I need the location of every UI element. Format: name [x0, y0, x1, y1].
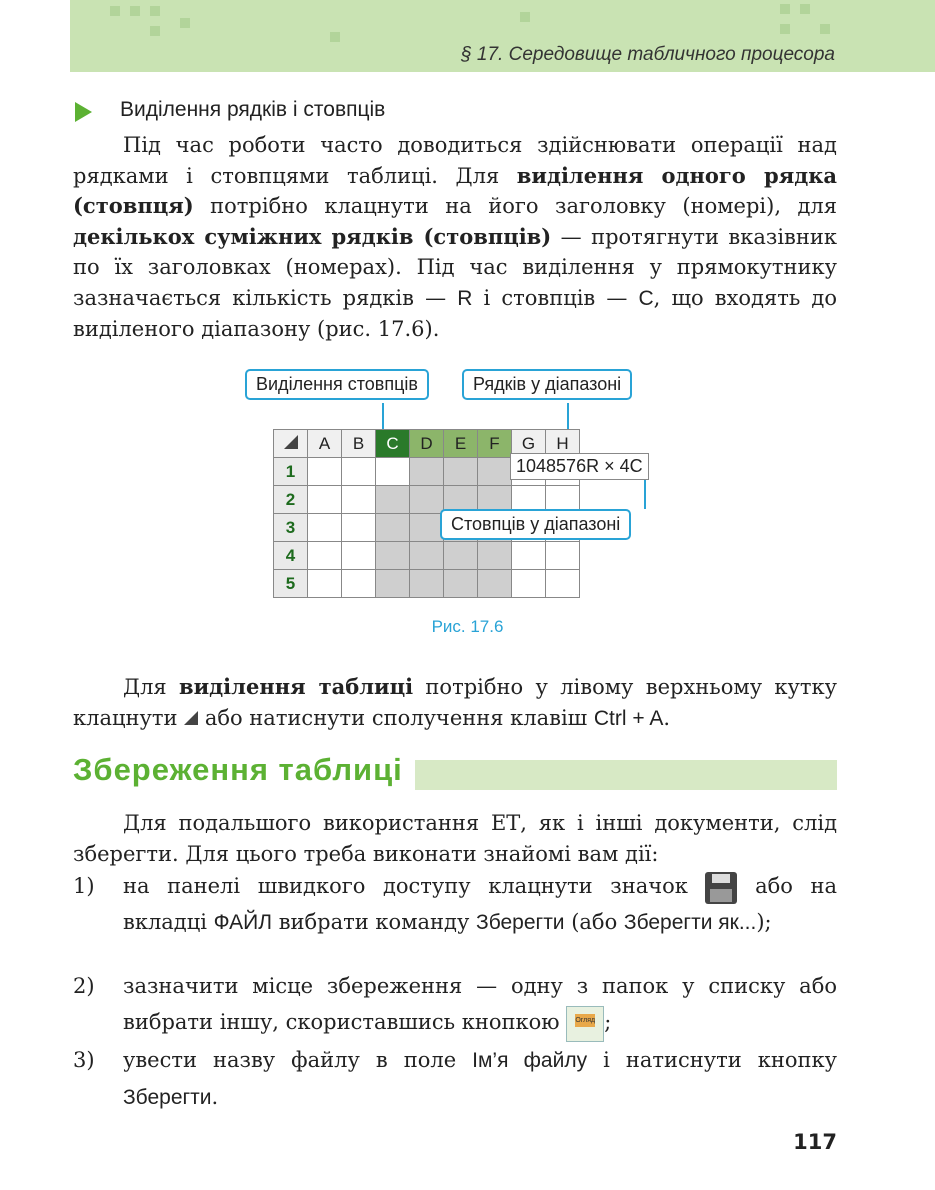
decor-square: [110, 6, 120, 16]
list-item: 2) зазначити місце збереження — одну з папок у списку або вибрати іншу, скориставшись кнопкою Огляд ;: [73, 968, 837, 1042]
cell[interactable]: [308, 486, 342, 514]
cell[interactable]: [376, 458, 410, 486]
decor-square: [180, 18, 190, 28]
select-all-icon: [284, 435, 298, 449]
cell[interactable]: [376, 514, 410, 542]
decor-square: [800, 4, 810, 14]
select-all-icon: [184, 711, 198, 725]
row-header[interactable]: 3: [274, 514, 308, 542]
decor-square: [780, 24, 790, 34]
figure-17-6: [240, 365, 680, 605]
cell[interactable]: [342, 542, 376, 570]
decor-square: [520, 12, 530, 22]
paragraph-3: Для подальшого використання ЕТ, як і інші документи, слід зберегти. Для цього треба виконати знайомі вам дії:: [73, 811, 837, 866]
cell[interactable]: [478, 570, 512, 598]
cell[interactable]: [546, 542, 580, 570]
cell[interactable]: [342, 458, 376, 486]
save-floppy-icon: [705, 872, 737, 904]
cell[interactable]: [444, 542, 478, 570]
cell[interactable]: [512, 542, 546, 570]
decor-square: [820, 24, 830, 34]
section-heading: Збереження таблиці: [73, 752, 403, 787]
select-all-corner[interactable]: [274, 430, 308, 458]
cell[interactable]: [376, 542, 410, 570]
decor-square: [150, 6, 160, 16]
callout-columns-in-range: Стовпців у діапазоні: [440, 509, 631, 540]
cell[interactable]: [444, 458, 478, 486]
decor-square: [150, 26, 160, 36]
column-header[interactable]: H: [546, 430, 580, 458]
decor-square: [130, 6, 140, 16]
column-header[interactable]: G: [512, 430, 546, 458]
decor-square: [330, 32, 340, 42]
row-header[interactable]: 2: [274, 486, 308, 514]
cell[interactable]: [308, 570, 342, 598]
paragraph-1: Під час роботи часто доводиться здійснювати операції над рядками і стовпцями таблиці. Для виділення одного рядка (стовпця) потрібно клацнути на його заголовку (номері), для декількох суміжних рядків (стовпців) — протягнути вказівник по їх заголовках (номерах). Під час виділення у прямокутнику зазначається кількість рядків — R і стовпців — C, що входять до виділеного діапазону (рис. 17.6).: [73, 133, 837, 341]
list-item: 1) на панелі швидкого доступу клацнути значок або на вкладці ФАЙЛ вибрати команду Зберегти (або Зберегти як...);: [73, 868, 837, 941]
callout-rows-in-range: Рядків у діапазоні: [462, 369, 632, 400]
bullet-triangle-icon: [75, 102, 92, 122]
page-number: 117: [793, 1130, 837, 1154]
cell[interactable]: [478, 458, 512, 486]
cell[interactable]: [546, 570, 580, 598]
column-header[interactable]: A: [308, 430, 342, 458]
cell[interactable]: [478, 542, 512, 570]
header-title: § 17. Середовище табличного процесора: [461, 44, 835, 65]
section-title: Виділення рядків і стовпців: [120, 98, 386, 121]
row-header[interactable]: 4: [274, 542, 308, 570]
cell[interactable]: [410, 458, 444, 486]
callout-select-columns: Виділення стовпців: [245, 369, 429, 400]
cell[interactable]: [308, 542, 342, 570]
cell[interactable]: [308, 458, 342, 486]
cell[interactable]: [342, 570, 376, 598]
cell[interactable]: [410, 542, 444, 570]
column-header[interactable]: F: [478, 430, 512, 458]
cell[interactable]: [410, 570, 444, 598]
heading-bar: [415, 760, 837, 790]
cell[interactable]: [410, 486, 444, 514]
column-header[interactable]: E: [444, 430, 478, 458]
cell[interactable]: [512, 570, 546, 598]
cell[interactable]: [308, 514, 342, 542]
range-size-indicator: 1048576R × 4C: [510, 453, 649, 480]
row-header[interactable]: 1: [274, 458, 308, 486]
cell[interactable]: [376, 486, 410, 514]
cell[interactable]: [444, 570, 478, 598]
browse-folder-icon: Огляд: [566, 1006, 604, 1042]
cell[interactable]: [410, 514, 444, 542]
column-header[interactable]: B: [342, 430, 376, 458]
cell[interactable]: [342, 486, 376, 514]
column-header[interactable]: C: [376, 430, 410, 458]
cell[interactable]: [376, 570, 410, 598]
paragraph-2: Для виділення таблиці потрібно у лівому верхньому кутку клацнути або натиснути сполучення клавіш Ctrl + A.: [73, 674, 837, 730]
cell[interactable]: [342, 514, 376, 542]
row-header[interactable]: 5: [274, 570, 308, 598]
list-item: 3) увести назву файлу в поле Ім’я файлу і натиснути кнопку Зберегти.: [73, 1048, 837, 1109]
figure-caption: Рис. 17.6: [431, 617, 504, 636]
decor-square: [780, 4, 790, 14]
column-header[interactable]: D: [410, 430, 444, 458]
